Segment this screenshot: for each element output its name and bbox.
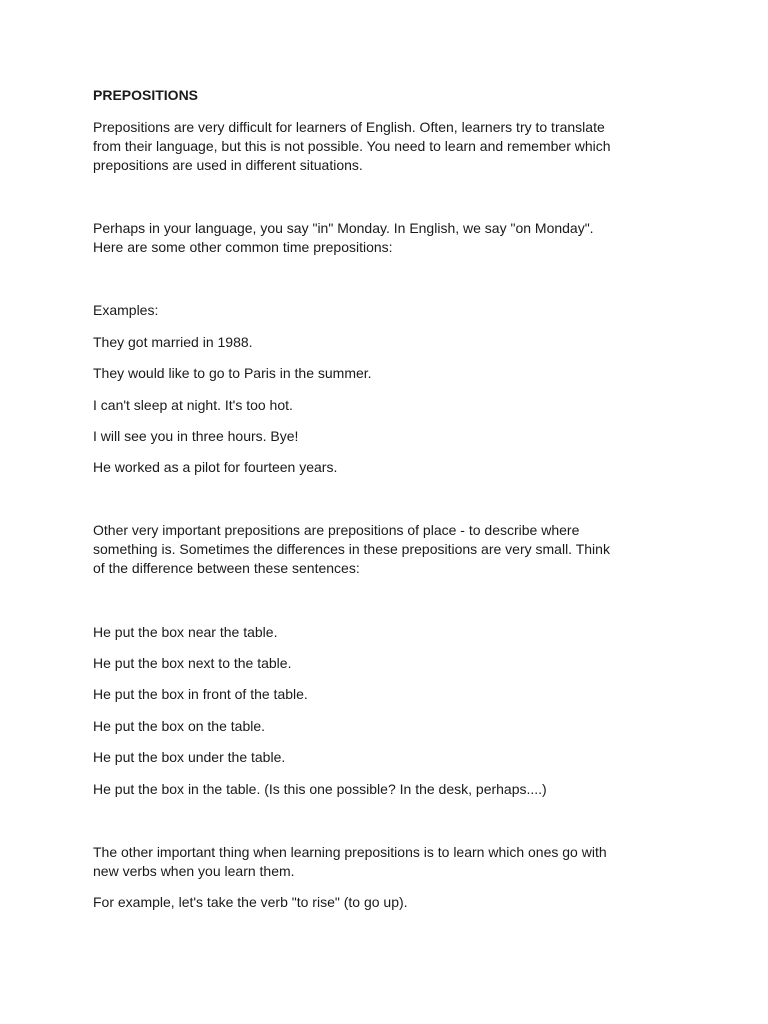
verb-example: For example, let's take the verb "to rise" (to go up). [93, 894, 408, 910]
place-example-1: He put the box near the table. [93, 624, 278, 640]
intro-line-2: from their language, but this is not possible. You need to learn and remember which [93, 138, 611, 154]
time-example-2: They would like to go to Paris in the summer. [93, 365, 372, 381]
examples-label: Examples: [93, 302, 159, 318]
time-intro-line-1: Perhaps in your language, you say "in" Monday. In English, we say "on Monday". [93, 220, 594, 236]
time-example-5: He worked as a pilot for fourteen years. [93, 459, 338, 475]
intro-line-1: Prepositions are very difficult for learners of English. Often, learners try to translate [93, 119, 605, 135]
verbs-intro-line-2: new verbs when you learn them. [93, 863, 295, 879]
place-example-2: He put the box next to the table. [93, 655, 292, 671]
place-intro-line-2: something is. Sometimes the differences in these prepositions are very small. Think [93, 541, 610, 557]
place-example-5: He put the box under the table. [93, 749, 286, 765]
place-example-4: He put the box on the table. [93, 718, 266, 734]
place-intro-line-3: of the difference between these sentences: [93, 560, 360, 576]
place-example-6: He put the box in the table. (Is this one possible? In the desk, perhaps....) [93, 781, 547, 797]
verbs-intro-line-1: The other important thing when learning prepositions is to learn which ones go with [93, 844, 607, 860]
time-example-3: I can't sleep at night. It's too hot. [93, 397, 293, 413]
intro-line-3: prepositions are used in different situations. [93, 157, 363, 173]
place-example-3: He put the box in front of the table. [93, 686, 308, 702]
document-title: PREPOSITIONS [93, 87, 199, 103]
place-intro-line-1: Other very important prepositions are prepositions of place - to describe where [93, 522, 580, 538]
time-intro-line-2: Here are some other common time prepositions: [93, 239, 393, 255]
time-example-4: I will see you in three hours. Bye! [93, 428, 299, 444]
time-example-1: They got married in 1988. [93, 334, 253, 350]
